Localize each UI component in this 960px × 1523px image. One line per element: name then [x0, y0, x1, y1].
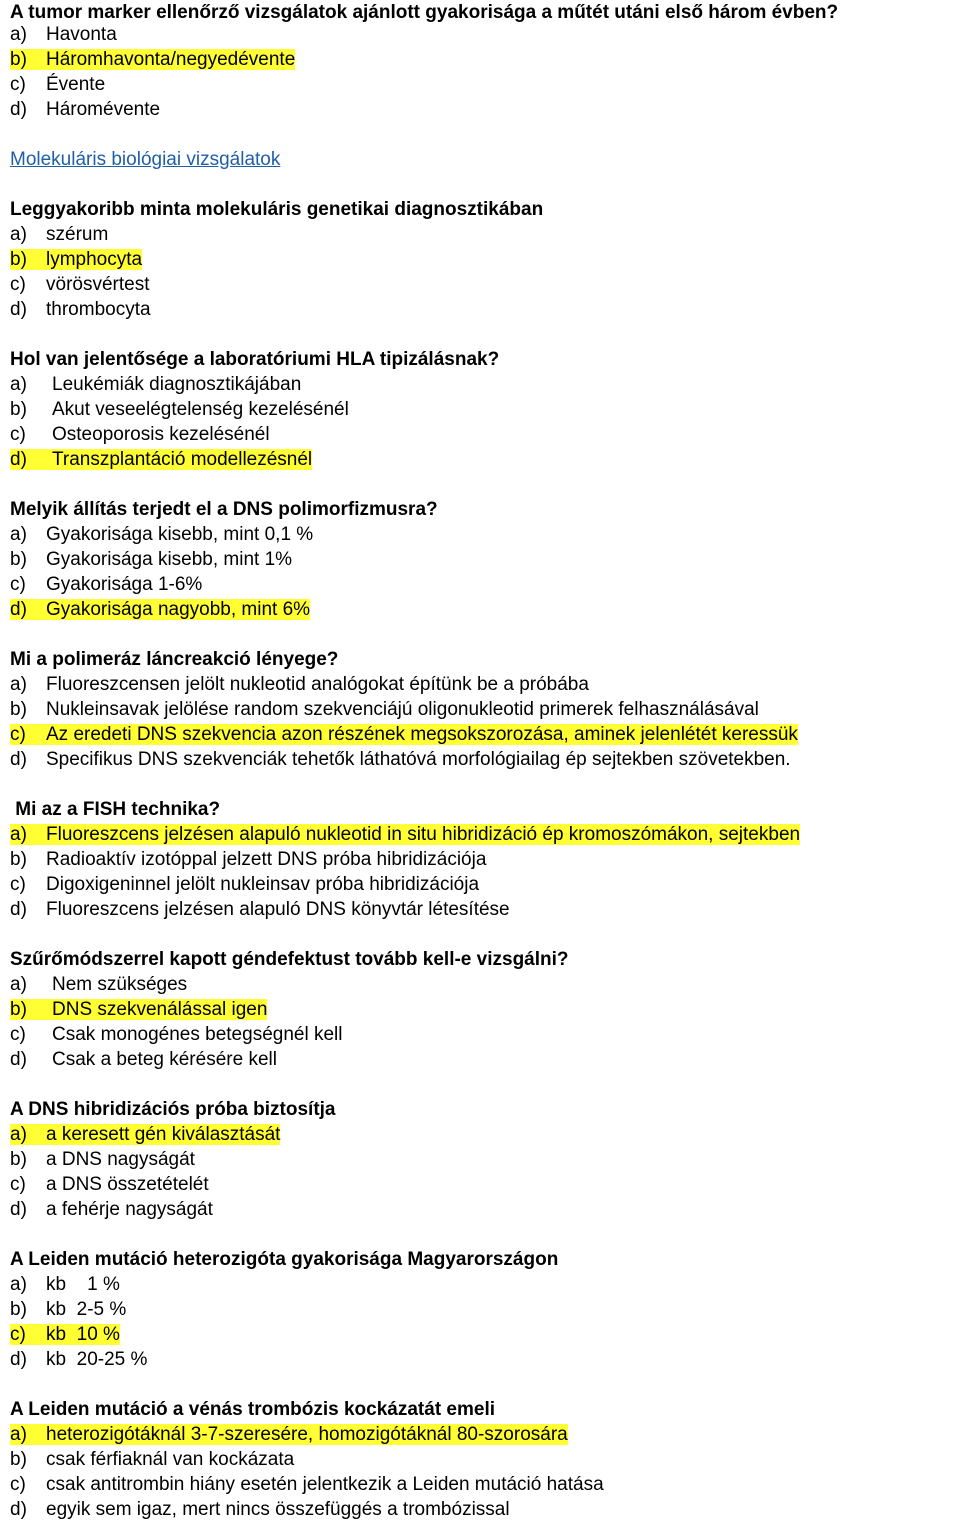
answer-option — [10, 1422, 568, 1447]
option-label: b) — [10, 1299, 27, 1320]
option-text: Az eredeti DNS szekvencia azon részének megsokszorozása, aminek jelenlétét keressük — [46, 724, 798, 745]
option-text: heterozigótáknál 3-7-szeresére, homozigótáknál 80-szorosára — [46, 1424, 568, 1445]
option-label: a) — [10, 224, 27, 245]
option-text: Fluoreszcensen jelölt nukleotid analógokat építünk be a próbába — [46, 674, 589, 695]
option-text: Digoxigeninnel jelölt nukleinsav próba hibridizációja — [46, 874, 480, 895]
answer-option — [10, 1172, 209, 1197]
option-label: b) — [10, 399, 27, 420]
option-text: egyik sem igaz, mert nincs összefüggés a trombózissal — [46, 1499, 510, 1520]
answer-option — [10, 1272, 120, 1297]
answer-text-wrap — [10, 1149, 195, 1170]
question-heading — [10, 1247, 558, 1272]
answer-text-wrap — [10, 1499, 510, 1520]
option-text: Háromhavonta/negyedévente — [46, 49, 296, 70]
option-label: d) — [10, 749, 27, 770]
option-label: a) — [10, 1424, 27, 1445]
option-label: b) — [10, 1149, 27, 1170]
answer-option — [10, 572, 202, 597]
answer-text-wrap — [10, 699, 759, 720]
highlighted-answer — [10, 1124, 280, 1145]
answer-option — [10, 822, 800, 847]
option-label: a) — [10, 374, 27, 395]
answer-option — [10, 697, 759, 722]
option-text: a keresett gén kiválasztását — [46, 1124, 281, 1145]
option-text: Nem szükséges — [52, 974, 188, 995]
answer-option — [10, 97, 160, 122]
option-label: d) — [10, 99, 27, 120]
option-label: c) — [10, 1024, 26, 1045]
answer-text-wrap — [10, 749, 791, 770]
answer-option — [10, 522, 313, 547]
option-label: a) — [10, 824, 27, 845]
answer-option — [10, 397, 349, 422]
answer-text-wrap — [10, 1449, 294, 1470]
question-heading — [10, 1097, 336, 1122]
answer-option — [10, 1347, 147, 1372]
question-heading — [10, 497, 438, 522]
question-heading — [10, 347, 499, 372]
answer-option — [10, 1147, 195, 1172]
option-text: Havonta — [46, 24, 117, 45]
answer-text-wrap — [10, 374, 301, 395]
option-text: csak antitrombin hiány esetén jelentkezik a Leiden mutáció hatása — [46, 1474, 604, 1495]
option-text: DNS szekvenálással igen — [52, 999, 268, 1020]
question-heading — [10, 197, 543, 222]
answer-text-wrap — [10, 1199, 213, 1220]
answer-option — [10, 1297, 126, 1322]
option-label: b) — [10, 849, 27, 870]
option-text: Fluoreszcens jelzésen alapuló DNS könyvtár létesítése — [46, 899, 510, 920]
question-heading — [10, 647, 338, 672]
option-label: b) — [10, 999, 27, 1020]
option-label: c) — [10, 1474, 26, 1495]
section-title-link[interactable]: Molekuláris biológiai vizsgálatok — [10, 149, 281, 170]
highlighted-answer — [10, 599, 310, 620]
answer-text-wrap — [10, 299, 151, 320]
question-heading — [10, 797, 220, 822]
answer-option — [10, 1497, 510, 1522]
question-text: Szűrőmódszerrel kapott géndefektust tovább kell-e vizsgálni? — [10, 949, 569, 970]
answer-text-wrap — [10, 1049, 277, 1070]
option-text: Gyakorisága kisebb, mint 0,1 % — [46, 524, 314, 545]
answer-option — [10, 447, 312, 472]
option-text: Akut veseelégtelenség kezelésénél — [52, 399, 349, 420]
option-label: d) — [10, 1349, 27, 1370]
option-text: Csak a beteg kérésére kell — [52, 1049, 277, 1070]
option-text: Nukleinsavak jelölése random szekvenciájú oligonukleotid primerek felhasználásával — [46, 699, 759, 720]
question-text: A Leiden mutáció heterozigóta gyakorisága Magyarországon — [10, 1249, 559, 1270]
highlighted-answer — [10, 999, 267, 1020]
answer-option — [10, 422, 270, 447]
option-label: d) — [10, 299, 27, 320]
question-heading — [10, 0, 838, 25]
option-text: Leukémiák diagnosztikájában — [52, 374, 302, 395]
answer-text-wrap — [10, 99, 160, 120]
option-text: Transzplantáció modellezésnél — [52, 449, 313, 470]
answer-option — [10, 297, 151, 322]
answer-option — [10, 272, 149, 297]
answer-text-wrap — [10, 224, 108, 245]
option-text: thrombocyta — [46, 299, 151, 320]
answer-text-wrap — [10, 549, 292, 570]
option-label: b) — [10, 49, 27, 70]
answer-option — [10, 1447, 294, 1472]
answer-option — [10, 372, 301, 397]
option-label: c) — [10, 274, 26, 295]
option-text: csak férfiaknál van kockázata — [46, 1449, 295, 1470]
option-label: a) — [10, 524, 27, 545]
answer-option — [10, 72, 105, 97]
option-text: Specifikus DNS szekvenciák tehetők láthatóvá morfológiailag ép sejtekben szövetekben. — [46, 749, 791, 770]
question-text: A tumor marker ellenőrző vizsgálatok ajánlott gyakorisága a műtét utáni első három évben? — [10, 2, 839, 23]
option-label: c) — [10, 1174, 26, 1195]
option-label: d) — [10, 899, 27, 920]
question-text: A Leiden mutáció a vénás trombózis kockázatát emeli — [10, 1399, 496, 1420]
answer-text-wrap — [10, 874, 479, 895]
highlighted-answer — [10, 1324, 120, 1345]
answer-option — [10, 1472, 604, 1497]
answer-text-wrap — [10, 24, 117, 45]
answer-option — [10, 897, 510, 922]
answer-text-wrap — [10, 274, 149, 295]
option-text: szérum — [46, 224, 109, 245]
option-label: d) — [10, 1199, 27, 1220]
answer-text-wrap — [10, 424, 270, 445]
answer-option — [10, 1047, 277, 1072]
answer-option — [10, 22, 117, 47]
option-text: Évente — [46, 74, 106, 95]
question-text: Mi a polimeráz láncreakció lényege? — [10, 649, 339, 670]
answer-option — [10, 997, 267, 1022]
answer-option — [10, 1022, 342, 1047]
option-label: d) — [10, 599, 27, 620]
option-label: d) — [10, 1499, 27, 1520]
option-label: a) — [10, 974, 27, 995]
option-text: a DNS összetételét — [46, 1174, 209, 1195]
answer-option — [10, 1122, 280, 1147]
answer-option — [10, 47, 295, 72]
option-text: Osteoporosis kezelésénél — [52, 424, 270, 445]
option-label: a) — [10, 674, 27, 695]
answer-option — [10, 722, 798, 747]
highlighted-answer — [10, 1424, 568, 1445]
option-text: kb 20-25 % — [46, 1349, 148, 1370]
answer-text-wrap — [10, 1274, 120, 1295]
answer-option — [10, 747, 791, 772]
question-text: Hol van jelentősége a laboratóriumi HLA tipizálásnak? — [10, 349, 500, 370]
answer-text-wrap — [10, 974, 187, 995]
answer-text-wrap — [10, 74, 105, 95]
highlighted-answer — [10, 249, 142, 270]
answer-text-wrap — [10, 574, 202, 595]
option-label: b) — [10, 549, 27, 570]
question-text: A DNS hibridizációs próba biztosítja — [10, 1099, 336, 1120]
question-heading — [10, 947, 569, 972]
answer-text-wrap — [10, 399, 349, 420]
option-text: kb 2-5 % — [46, 1299, 127, 1320]
option-label: a) — [10, 24, 27, 45]
answer-option — [10, 247, 142, 272]
answer-text-wrap — [10, 1299, 126, 1320]
option-text: kb 1 % — [46, 1274, 120, 1295]
answer-option — [10, 672, 589, 697]
highlighted-answer — [10, 824, 800, 845]
option-label: a) — [10, 1124, 27, 1145]
answer-text-wrap — [10, 674, 589, 695]
option-label: c) — [10, 74, 26, 95]
highlighted-answer — [10, 449, 312, 470]
answer-option — [10, 972, 187, 997]
option-label: a) — [10, 1274, 27, 1295]
option-label: c) — [10, 574, 26, 595]
option-text: vörösvértest — [46, 274, 150, 295]
answer-option — [10, 1197, 213, 1222]
answer-text-wrap — [10, 1474, 604, 1495]
answer-option — [10, 847, 486, 872]
option-label: d) — [10, 449, 27, 470]
highlighted-answer — [10, 49, 295, 70]
question-text: Leggyakoribb minta molekuláris genetikai diagnosztikában — [10, 199, 544, 220]
option-label: b) — [10, 1449, 27, 1470]
option-label: b) — [10, 699, 27, 720]
answer-text-wrap — [10, 1174, 209, 1195]
answer-option — [10, 547, 292, 572]
answer-text-wrap — [10, 1349, 147, 1370]
option-text: Csak monogénes betegségnél kell — [52, 1024, 343, 1045]
option-text: a fehérje nagyságát — [46, 1199, 213, 1220]
option-text: kb 10 % — [46, 1324, 120, 1345]
option-text: Gyakorisága kisebb, mint 1% — [46, 549, 293, 570]
question-text: Melyik állítás terjedt el a DNS polimorfizmusra? — [10, 499, 438, 520]
option-label: d) — [10, 1049, 27, 1070]
answer-text-wrap — [10, 1024, 342, 1045]
answer-text-wrap — [10, 524, 313, 545]
option-label: c) — [10, 874, 26, 895]
option-text: Háromévente — [46, 99, 161, 120]
answer-option — [10, 1322, 120, 1347]
answer-text-wrap — [10, 899, 510, 920]
option-label: b) — [10, 249, 27, 270]
option-label: c) — [10, 724, 26, 745]
option-label: c) — [10, 424, 26, 445]
answer-option — [10, 597, 310, 622]
option-text: Gyakorisága 1-6% — [46, 574, 203, 595]
answer-text-wrap — [10, 849, 486, 870]
question-text: Mi az a FISH technika? — [10, 799, 221, 820]
section-title — [10, 147, 280, 172]
option-label: c) — [10, 1324, 26, 1345]
option-text: Radioaktív izotóppal jelzett DNS próba hibridizációja — [46, 849, 487, 870]
option-text: Gyakorisága nagyobb, mint 6% — [46, 599, 311, 620]
highlighted-answer — [10, 724, 798, 745]
option-text: lymphocyta — [46, 249, 143, 270]
option-text: a DNS nagyságát — [46, 1149, 195, 1170]
answer-option — [10, 222, 108, 247]
question-heading — [10, 1397, 495, 1422]
answer-option — [10, 872, 479, 897]
option-text: Fluoreszcens jelzésen alapuló nukleotid in situ hibridizáció ép kromoszómákon, sejtekben — [46, 824, 801, 845]
